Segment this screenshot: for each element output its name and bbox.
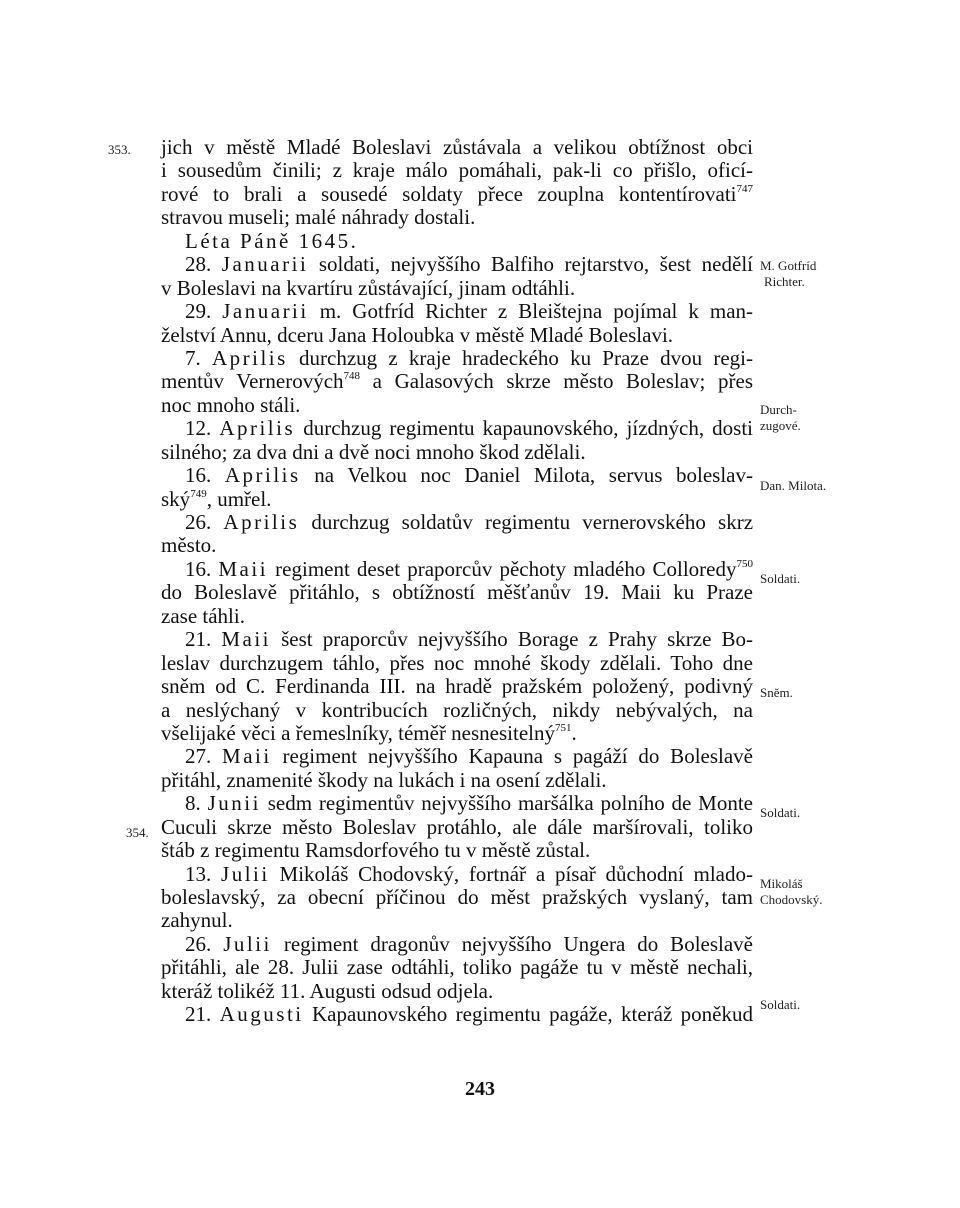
entry-line: 16. Maii regiment deset praporcův pěchoty mladého Colloredy$^{750}$ [185, 556, 753, 581]
text-line: přitáhli, ale 28. Julii zase odtáhli, toliko pagáže tu v městě nechali, [161, 955, 753, 980]
footnote-mark: 749 [190, 487, 207, 500]
text-line: zase táhli. [161, 603, 245, 628]
entry-line: 12. Aprilis durchzug regimentu kapaunovského, jízdných, dosti [185, 416, 754, 441]
text-line: noc mnoho stáli. [161, 392, 301, 417]
page-number: 243 [465, 1078, 495, 1100]
entry-line: 26. Julii regiment dragonův nejvyššího Ungera do Boleslavě [185, 931, 753, 956]
text-line: město. [161, 533, 217, 558]
text-line: ský$^{749}$, umřel. [161, 486, 272, 511]
text-line: kteráž tolikéž 11. Augusti odsud odjela. [161, 978, 494, 1003]
text-line: boleslavský, za obecní příčinou do měst pražských vyslaný, tam [161, 885, 753, 909]
margin-note: Dan. Milota. [760, 478, 827, 493]
text-line: i sousedům činili; z kraje málo pomáhali, pak-li co přišlo, oficí- [161, 158, 753, 183]
margin-note: Soldati. [760, 571, 801, 586]
text-line: leslav durchzugem táhlo, přes noc mnohé škody zdělali. Toho dne [161, 650, 753, 675]
line-number-354: 354. [126, 825, 149, 840]
text-line: do Boleslavě přitáhlo, s obtížností měšťanův 19. Maii ku Praze [161, 580, 753, 605]
footnote-mark: 750 [736, 557, 753, 570]
text-line: rové to brali a sousedé soldaty přece zouplna kontentírovati$^{747}$ [161, 181, 753, 206]
entry-line: 27. Maii regiment nejvyššího Kapauna s pagáží do Boleslavě [185, 744, 753, 769]
line-number-353: 353. [108, 142, 131, 157]
entry-line: 29. Januarii m. Gotfríd Richter z Bleištejna pojímal k man- [185, 299, 754, 324]
text-line: silného; za dva dni a dvě noci mnoho škod zdělali. [161, 439, 586, 464]
margin-note: Soldati. [760, 997, 801, 1012]
entry-line: 16. Aprilis na Velkou noc Daniel Milota, servus boleslav- [185, 463, 753, 488]
text-line: Cuculi skrze město Boleslav protáhlo, ale dále maršírovali, toliko [161, 814, 753, 839]
text-line: mentův Vernerových$^{748}$ a Galasových skrze město Boleslav; přes [161, 369, 753, 394]
margin-note: Soldati. [760, 805, 801, 820]
margin-note: Sněm. [760, 685, 793, 700]
footnote-mark: 747 [736, 182, 753, 195]
text-line: sněm od C. Ferdinanda III. na hradě pražském položený, podivný [161, 674, 753, 699]
text-line: a neslýchaný v kontribucích rozličných, nikdy nebývalých, na [161, 697, 753, 722]
entry-line: 13. Julii Mikoláš Chodovský, fortnář a písař důchodní mlado- [185, 861, 753, 886]
text-line: štáb z regimentu Ramsdorfového tu v městě zůstal. [161, 838, 591, 863]
entry-line: 28. Januarii soldati, nejvyššího Balfiho rejtarstvo, šest nedělí [185, 252, 753, 277]
text-line: želství Annu, dceru Jana Holoubka v městě Mladé Boleslavi. [161, 322, 674, 347]
text-line: všelijaké věci a řemeslníky, téměř nesnesitelný$^{751}$. [161, 720, 577, 745]
year-heading: Léta Páně 1645. [185, 228, 359, 253]
text-line: v Boleslavi na kvartíru zůstávající, jinam odtáhli. [161, 275, 576, 300]
text-line: jich v městě Mladé Boleslavi zůstávala a velikou obtížnost obci [161, 135, 753, 159]
entry-line: 26. Aprilis durchzug soldatův regimentu vernerovského skrz [185, 510, 754, 534]
entry-line: 8. Junii sedm regimentův nejvyššího maršálka polního de Monte [185, 791, 753, 816]
footnote-mark: 748 [343, 370, 361, 383]
main-text-block [161, 136, 753, 1027]
text-line: stravou museli; malé náhrady dostali. [161, 205, 476, 230]
margin-note: Mikoláš Chodovský. [760, 876, 823, 907]
entry-line: 21. Maii šest praporcův nejvyššího Borage z Prahy skrze Bo- [185, 627, 753, 652]
text-line: přitáhl, znamenité škody na lukách i na osení zdělali. [161, 767, 607, 792]
margin-note: Durch- zugové. [760, 402, 801, 433]
margin-note: M. Gotfríd Richter. [760, 258, 817, 289]
text-line: zahynul. [161, 908, 233, 933]
footnote-mark: 751 [555, 721, 572, 734]
entry-line: 7. Aprilis durchzug z kraje hradeckého ku Praze dvou regi- [185, 345, 753, 370]
entry-line: 21. Augusti Kapaunovského regimentu pagáže, kteráž poněkud [185, 1002, 753, 1027]
